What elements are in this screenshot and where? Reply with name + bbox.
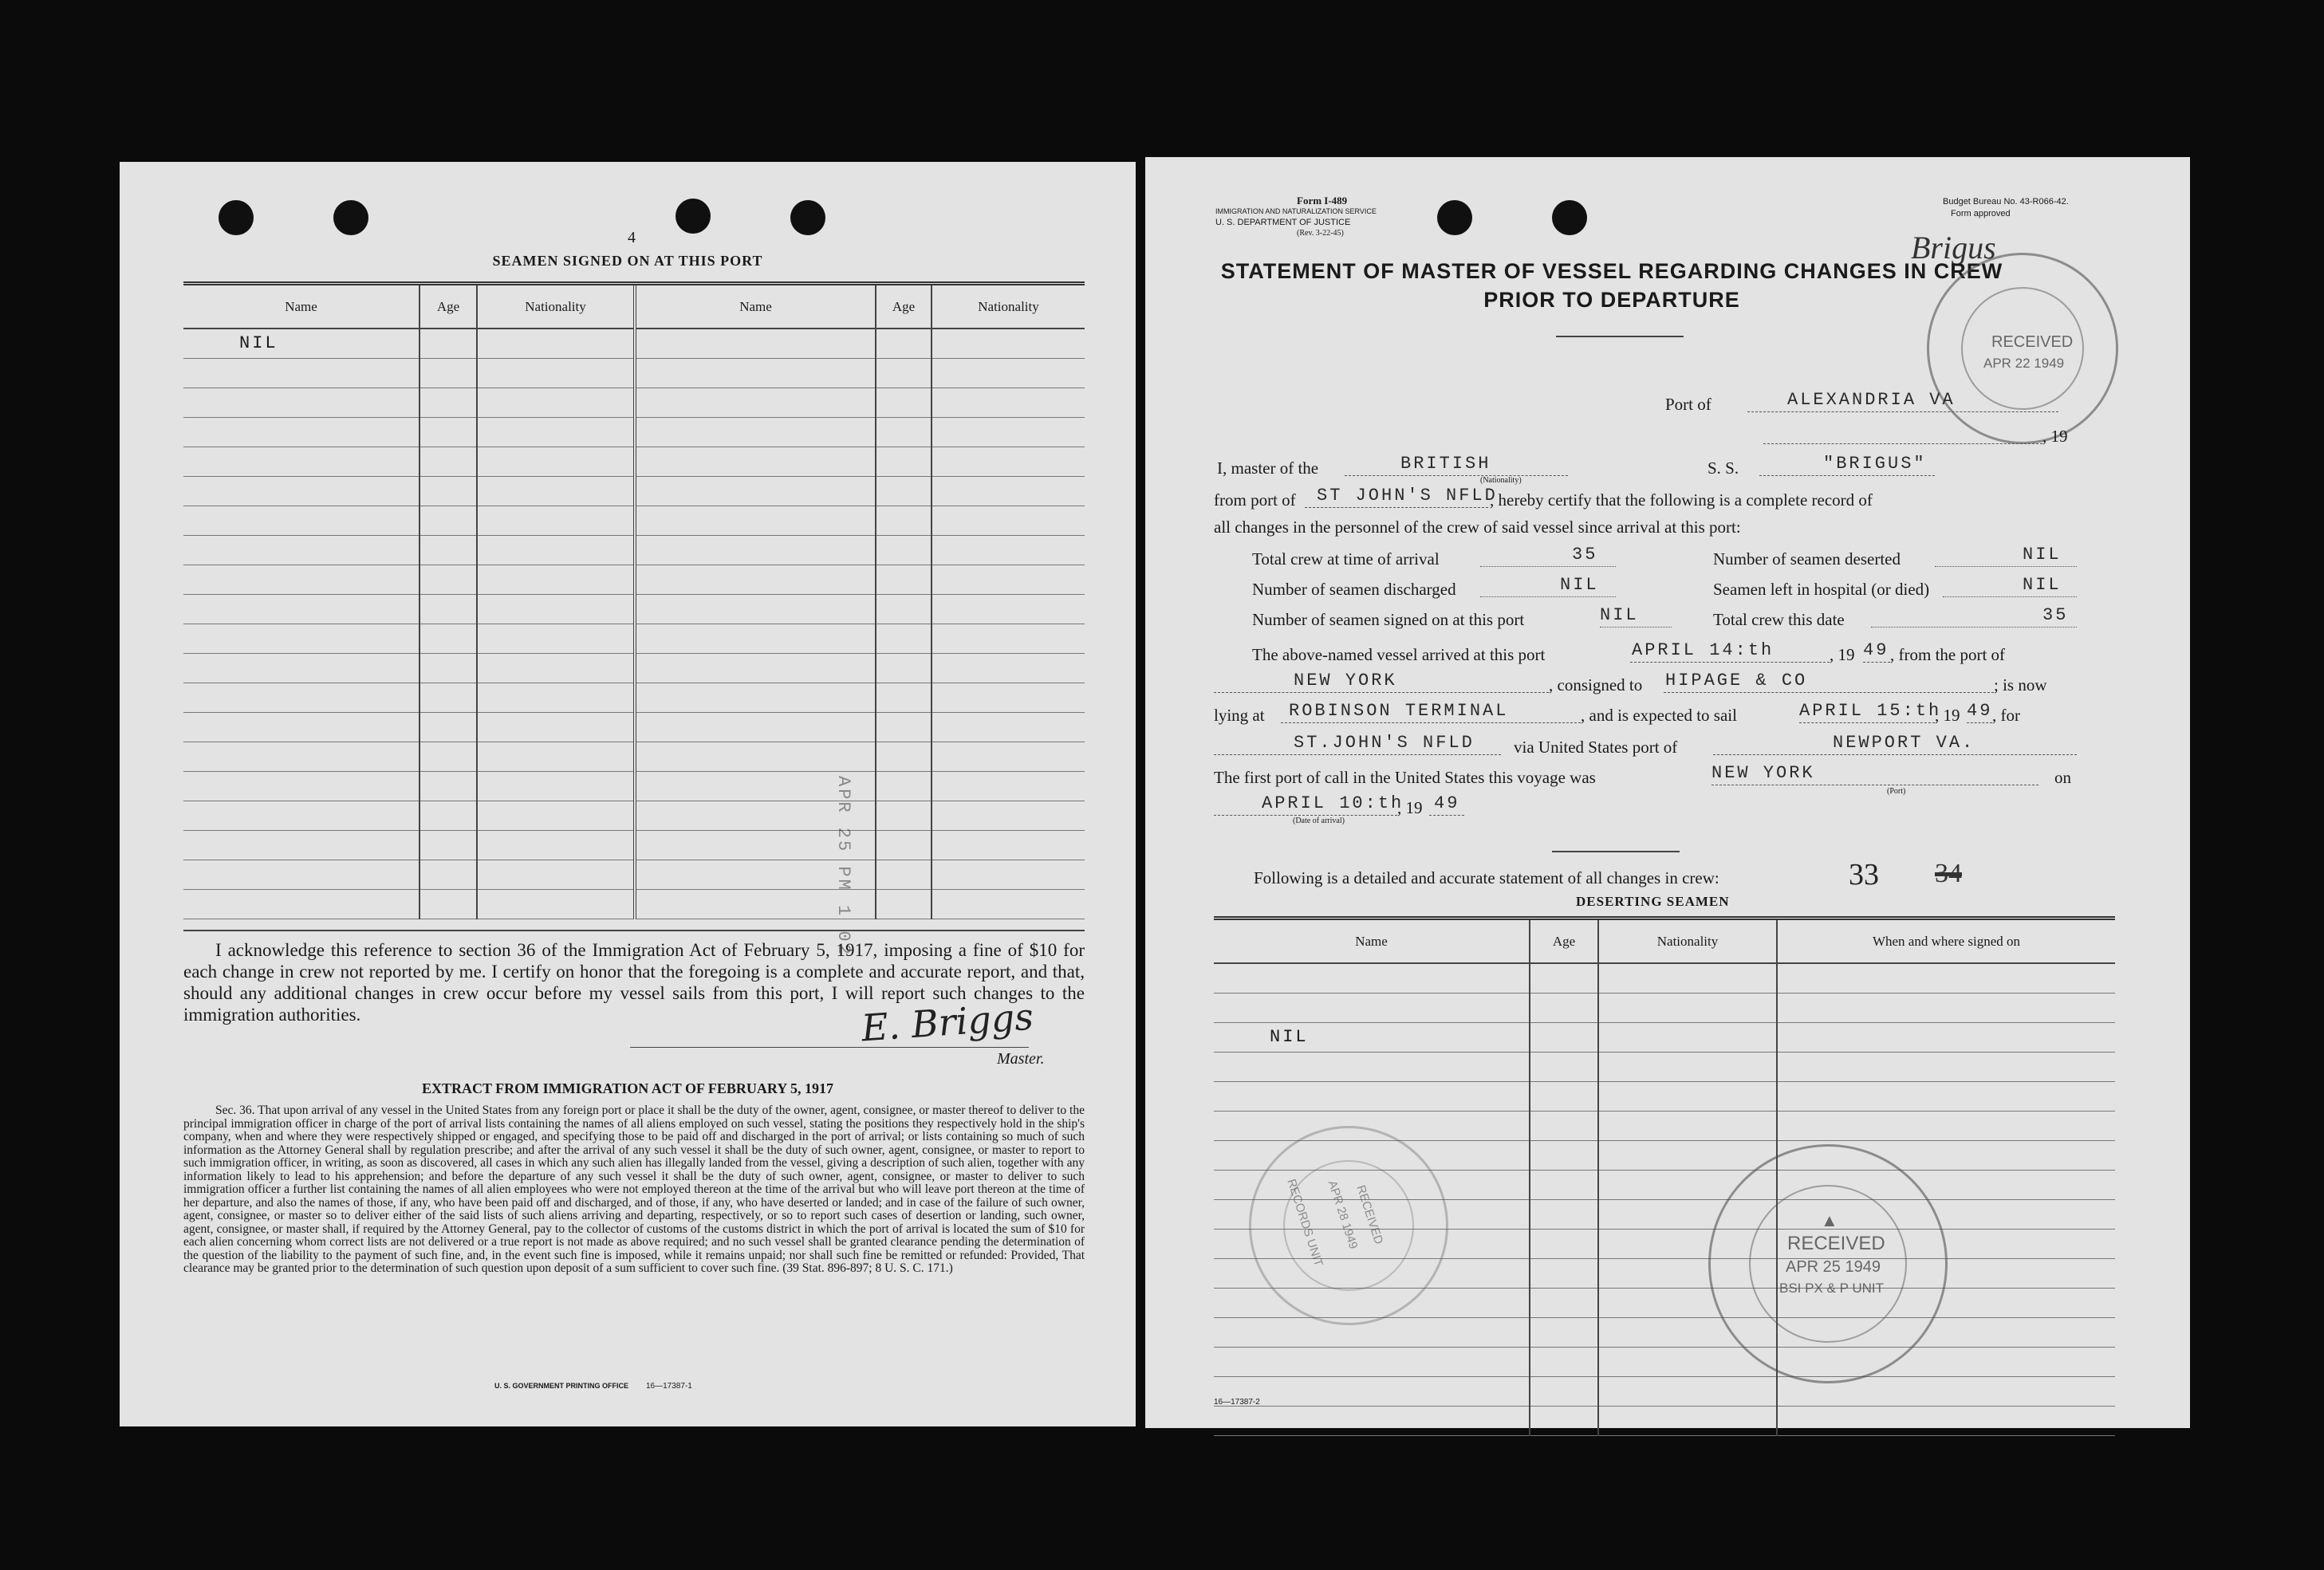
- signature-line: [630, 1047, 1029, 1048]
- from-port-value: ST JOHN'S NFLD: [1317, 486, 1498, 506]
- right-page: [1145, 157, 2190, 1428]
- date-field: [1763, 422, 2042, 444]
- punch-hole: [219, 200, 254, 235]
- master-signature: E. Briggs: [860, 994, 1035, 1050]
- entry-name: NIL: [1214, 1022, 1530, 1052]
- punch-hole: [1437, 200, 1472, 235]
- printer-line: U. S. GOVERNMENT PRINTING OFFICE: [494, 1382, 629, 1390]
- table-row: [183, 476, 1085, 506]
- col-header-name: Name: [635, 285, 876, 329]
- struck-count: 34: [1935, 859, 1962, 888]
- stamp-line: RECEIVED: [1353, 1183, 1386, 1246]
- arrival-date-caption: (Date of arrival): [1293, 816, 1345, 825]
- certification-text: I acknowledge this reference to section 36 of the Immigration Act of February 5, 1917, imposing a fine of $10 for each change in crew not reported by me. I certify on honor that the foregoing is a complete and accurate report, and that, should any additional changes in crew occur before my vessel sails from this port, I will report such changes to the immigration authorities.: [183, 940, 1085, 1025]
- handwritten-count: 33: [1849, 858, 1879, 891]
- port-value: ALEXANDRIA VA: [1787, 390, 1956, 410]
- table-row: [183, 506, 1085, 535]
- records-unit-stamp: [1249, 1126, 1448, 1325]
- left-page: [120, 162, 1136, 1426]
- table-row: [183, 388, 1085, 417]
- nationality-caption: (Nationality): [1480, 476, 1522, 485]
- first-port-label: The first port of call in the United States this voyage was: [1214, 768, 1596, 787]
- table-row: [183, 889, 1085, 919]
- col-header-age: Age: [1530, 920, 1598, 963]
- table-row: [1214, 1406, 2115, 1435]
- stat-label: Total crew this date: [1713, 610, 1845, 629]
- port-label: Port of: [1665, 395, 1711, 414]
- received-stamp: ▲ RECEIVED APR 25 1949 BSI PX & P UNIT: [1708, 1144, 1948, 1383]
- table-row: [183, 565, 1085, 594]
- stat-field: [1480, 575, 1616, 597]
- lying-field: [1281, 701, 1581, 723]
- stat-label: Total crew at time of arrival: [1252, 549, 1440, 569]
- via-label: via United States port of: [1514, 738, 1678, 757]
- punch-hole: [676, 199, 711, 234]
- port-field: [1747, 390, 2058, 412]
- sail-date-value: APRIL 15:th: [1799, 701, 1942, 721]
- via-port-value: NEWPORT VA.: [1833, 733, 1975, 753]
- stamp-date: APR 25 1949: [1786, 1258, 1881, 1276]
- stat-label: Number of seamen signed on at this port: [1252, 610, 1525, 629]
- lying-label: lying at: [1214, 706, 1265, 725]
- stamp-date: APR 28 1949: [1325, 1178, 1361, 1251]
- is-now-label: ; is now: [1994, 675, 2047, 694]
- approval-line: Form approved: [1951, 209, 2011, 218]
- deserting-title: DESERTING SEAMEN: [1576, 894, 1730, 909]
- first-port-field: [1711, 763, 2038, 785]
- from-city-value: NEW YORK: [1294, 671, 1397, 691]
- consigned-label: , consigned to: [1549, 675, 1643, 694]
- punch-hole: [333, 200, 368, 235]
- stat-value: NIL: [1600, 605, 1639, 625]
- stamp-line: RECORDS UNIT: [1284, 1177, 1325, 1269]
- stat-value: 35: [1572, 545, 1598, 565]
- table-bottom-rule: [183, 930, 1085, 931]
- year-label: , 19: [1397, 798, 1423, 817]
- for-label: , for: [1992, 706, 2020, 725]
- extract-title: EXTRACT FROM IMMIGRATION ACT OF FEBRUARY 5, 1917: [421, 1080, 834, 1096]
- stat-field: [1600, 605, 1672, 628]
- arrival-year-value: 49: [1434, 793, 1460, 813]
- stat-field: [1935, 545, 2077, 567]
- stat-field: [1871, 605, 2077, 628]
- sail-year-value: 49: [1967, 701, 1993, 721]
- table-row: [1214, 963, 2115, 993]
- arrived-field: [1630, 640, 1830, 663]
- year-label: , 19: [1935, 706, 1960, 725]
- certify-text: , hereby certify that the following is a complete record of: [1490, 490, 1873, 510]
- ss-label: S. S.: [1708, 458, 1739, 478]
- form-subtitle: PRIOR TO DEPARTURE: [1483, 288, 1740, 312]
- table-row: [183, 653, 1085, 683]
- table-row: [183, 417, 1085, 447]
- certify-text-2: all changes in the personnel of the crew of said vessel since arrival at this port:: [1214, 517, 1741, 537]
- col-header-age: Age: [420, 285, 477, 329]
- consignee-field: [1664, 671, 1994, 693]
- stat-value: NIL: [2023, 545, 2062, 565]
- arrival-date-field: [1214, 793, 1404, 816]
- from-port-label: from port of: [1214, 490, 1296, 510]
- year-field: [1967, 701, 1992, 723]
- section-rule: [1552, 851, 1680, 852]
- handwritten-ship-note: Brigus: [1911, 230, 1996, 266]
- destination-field: [1214, 733, 1501, 755]
- table-row: [183, 358, 1085, 388]
- following-text: Following is a detailed and accurate statement of all changes in crew:: [1254, 868, 1719, 887]
- ship-field: [1759, 454, 1935, 476]
- stamp-word: RECEIVED: [1787, 1233, 1885, 1254]
- form-title: STATEMENT OF MASTER OF VESSEL REGARDING CHANGES IN CREW: [1220, 259, 2003, 283]
- printer-code: 16—17387-1: [646, 1382, 692, 1391]
- table-row: [183, 447, 1085, 476]
- table-row: [183, 594, 1085, 624]
- col-header-nationality: Nationality: [1598, 920, 1777, 963]
- year-field: [1429, 793, 1464, 816]
- table-row: [183, 712, 1085, 742]
- col-header-age: Age: [876, 285, 932, 329]
- stat-value: NIL: [2023, 575, 2062, 595]
- table-row: [1214, 1347, 2115, 1376]
- on-label: on: [2054, 768, 2071, 787]
- table-row: [183, 683, 1085, 712]
- from-city-field: [1214, 671, 1549, 693]
- from-port-of-label: , from the port of: [1890, 645, 2006, 664]
- table-row: [183, 830, 1085, 860]
- col-header-name: Name: [1214, 920, 1530, 963]
- agency-line: IMMIGRATION AND NATURALIZATION SERVICE: [1215, 207, 1377, 215]
- agency-line: U. S. DEPARTMENT OF JUSTICE: [1215, 218, 1351, 227]
- table-row: [183, 801, 1085, 830]
- stat-label: Number of seamen discharged: [1252, 580, 1456, 599]
- punch-hole: [790, 200, 825, 235]
- year-field: [1863, 640, 1890, 663]
- port-caption: (Port): [1887, 787, 1906, 796]
- first-port-value: NEW YORK: [1711, 763, 1815, 783]
- ship-name-value: "BRIGUS": [1823, 454, 1927, 474]
- form-revision: (Rev. 3-22-45): [1297, 229, 1344, 238]
- table-row: [183, 624, 1085, 653]
- col-header-nationality: Nationality: [932, 285, 1085, 329]
- destination-value: ST.JOHN'S NFLD: [1294, 733, 1475, 753]
- year-prefix: , 19: [2042, 427, 2068, 446]
- table-row: [183, 860, 1085, 889]
- stamp-unit: BSI PX & P UNIT: [1779, 1281, 1885, 1296]
- lying-value: ROBINSON TERMINAL: [1289, 701, 1509, 721]
- table-row: [1214, 1052, 2115, 1081]
- stat-label: Seamen left in hospital (or died): [1713, 580, 1930, 599]
- col-header-nationality: Nationality: [477, 285, 635, 329]
- from-port-field: [1305, 486, 1498, 508]
- form-number: Form I-489: [1297, 195, 1348, 207]
- sail-label: , and is expected to sail: [1581, 706, 1737, 725]
- title-rule: [1556, 336, 1684, 337]
- year-label: , 19: [1830, 645, 1855, 664]
- stat-value: 35: [2042, 605, 2069, 625]
- col-header-name: Name: [183, 285, 420, 329]
- table-row: [1214, 1376, 2115, 1406]
- signature-caption: Master.: [997, 1050, 1045, 1068]
- table-row: [1214, 1022, 2115, 1052]
- page-number: 4: [628, 229, 636, 246]
- master-label: I, master of the: [1217, 458, 1319, 478]
- sail-field: [1799, 701, 1942, 723]
- punch-hole: [1552, 200, 1587, 235]
- section-title: SEAMEN SIGNED ON AT THIS PORT: [492, 253, 763, 269]
- col-header-signed-on: When and where signed on: [1777, 920, 2115, 963]
- entry-name: NIL: [183, 329, 420, 358]
- arrival-date-value: APRIL 10:th: [1262, 793, 1404, 813]
- table-row: [183, 742, 1085, 771]
- consignee-value: HIPAGE & CO: [1665, 671, 1808, 691]
- seamen-signed-table: [183, 285, 1085, 919]
- printer-code: 16—17387-2: [1214, 1398, 1260, 1407]
- nationality-value: BRITISH: [1400, 454, 1491, 474]
- vertical-date-stamp: APR 25 PM 1 02: [833, 776, 853, 957]
- extract-text: Sec. 36. That upon arrival of any vessel in the United States from any foreign port or place it shall be the duty of the owner, agent, consignee, or master thereof to deliver to the principal immigration officer in charge of the port of arrival lists containing the names of all aliens employed on such vessel, stating the positions they respectively hold in the ship's company, when and where they were respectively shipped or engaged, and specifying those to be paid off and discharged in the port of arrival; or lists containing so much of such information as the Attorney General shall by regulation prescribe; and after the arrival of any such vessel it shall be the duty of such owner, agent, consignee, or master to report to such immigration officer, in writing, as soon as discovered, all cases in which any such alien has illegally landed from the vessel, giving a description of such alien, together with any information likely to lead to his apprehension; and before the departure of any such vessel it shall be the duty of such owner, agent, consignee, or master to deliver to such immigration officer a further list containing the names of all alien employees who were not employed thereon at the time of the arrival but who will leave port thereon at the time of her departure, and also the names of those, if any, who have been paid off and discharged, and of those, if any, who have deserted or landed; and in case of the failure of such owner, agent, consignee, or master so to deliver either of the said lists of such aliens arriving and departing, respectively, or so to report such cases of desertion or landing, such owner, agent, consignee, or master shall, if required by the Attorney General, pay to the collector of customs of the customs district in which the port of arrival is located the sum of $10 for each alien concerning whom correct lists are not delivered or a true report is not made as above required; and no such vessel shall be granted clearance pending the determination of the question of the liability to the payment of such fine, and, in the event such fine is imposed, while it remains unpaid; nor shall such fine be remitted or refunded: Provided, That clearance may be granted prior to the determination of such question upon deposit of a sum sufficient to cover such fine. (39 Stat. 896-897; 8 U. S. C. 171.): [183, 1104, 1085, 1275]
- arrived-label: The above-named vessel arrived at this port: [1252, 645, 1546, 664]
- budget-bureau-line: Budget Bureau No. 43-R066-42.: [1943, 197, 2069, 207]
- nationality-field: [1345, 454, 1568, 476]
- stat-label: Number of seamen deserted: [1713, 549, 1901, 569]
- table-row: [183, 535, 1085, 565]
- via-field: [1713, 733, 2077, 755]
- stamp-date: APR 22 1949: [1983, 356, 2065, 371]
- table-row: [1214, 1081, 2115, 1111]
- arrived-date-value: APRIL 14:th: [1632, 640, 1775, 660]
- stat-value: NIL: [1560, 575, 1599, 595]
- table-row: [1214, 993, 2115, 1022]
- stat-field: [1943, 575, 2077, 597]
- table-row: [183, 771, 1085, 801]
- table-row: [183, 329, 1085, 358]
- stamp-word: RECEIVED: [1991, 333, 2074, 351]
- arrived-year-value: 49: [1863, 640, 1889, 660]
- received-stamp: [1927, 253, 2118, 444]
- stat-field: [1480, 545, 1616, 567]
